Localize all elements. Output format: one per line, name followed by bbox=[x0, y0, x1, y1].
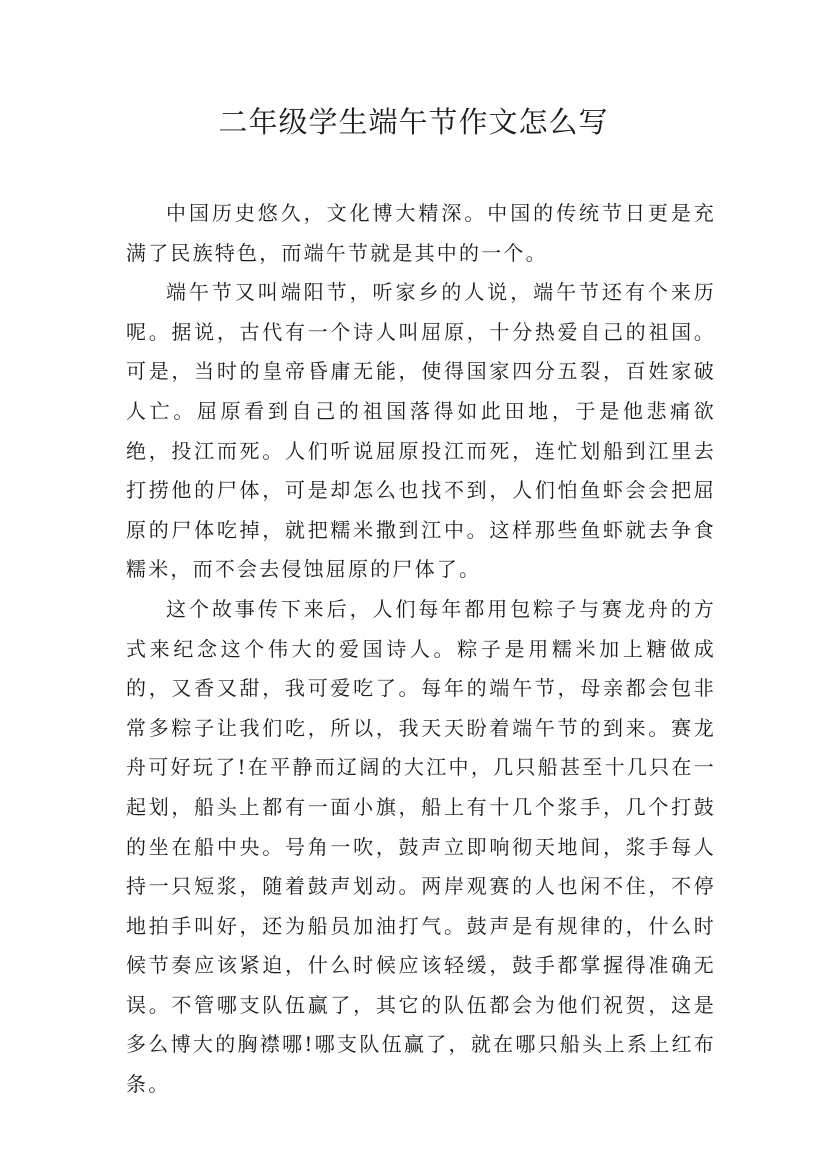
paragraph-1: 中国历史悠久，文化博大精深。中国的传统节日更是充满了民族特色，而端午节就是其中的一个。 bbox=[126, 201, 716, 265]
paragraph-2: 端午节又叫端阳节，听家乡的人说，端午节还有个来历呢。据说，古代有一个诗人叫屈原，十分热爱自己的祖国。可是，当时的皇帝昏庸无能，使得国家四分五裂，百姓家破人亡。屈原看到自己的祖国落得如此田地，于是他悲痛欲绝，投江而死。人们听说屈原投江而死，连忙划船到江里去打捞他的尸体，可是却怎么也找不到，人们怕鱼虾会会把屈原的尸体吃掉，就把糯米撒到江中。这样那些鱼虾就去争食糯米，而不会去侵蚀屈原的尸体了。 bbox=[126, 280, 716, 582]
document-title: 二年级学生端午节作文怎么写 bbox=[218, 105, 609, 139]
document-body bbox=[126, 194, 716, 1105]
paragraph-3: 这个故事传下来后，人们每年都用包粽子与赛龙舟的方式来纪念这个伟大的爱国诗人。粽子是用糯米加上糖做成的，又香又甜，我可爱吃了。每年的端午节，母亲都会包非常多粽子让我们吃，所以，我天天盼着端午节的到来。赛龙舟可好玩了!在平静而辽阔的大江中，几只船甚至十几只在一起划，船头上都有一面小旗，船上有十几个浆手，几个打鼓的坐在船中央。号角一吹，鼓声立即响彻天地间，浆手每人持一只短浆，随着鼓声划动。两岸观赛的人也闲不住，不停地拍手叫好，还为船员加油打气。鼓声是有规律的，什么时候节奏应该紧迫，什么时候应该轻缓，鼓手都掌握得准确无误。不管哪支队伍赢了，其它的队伍都会为他们祝贺，这是多么博大的胸襟哪!哪支队伍赢了，就在哪只船头上系上红布条。 bbox=[126, 596, 716, 1097]
